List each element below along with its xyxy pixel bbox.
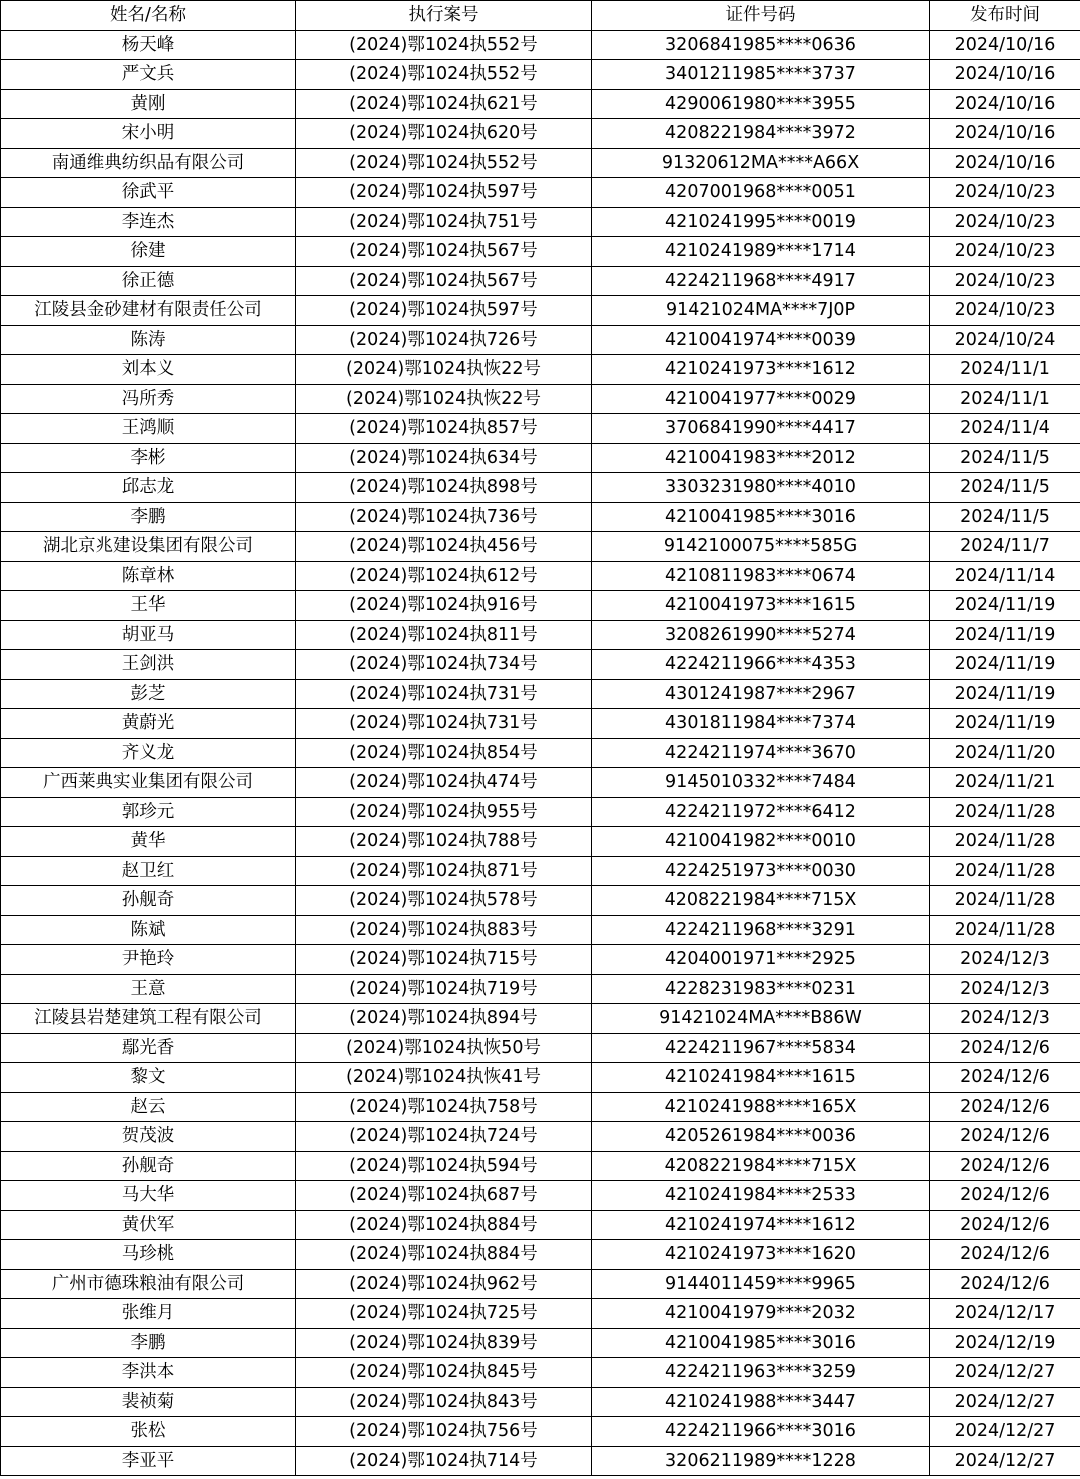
- cell-name: 冯所秀: [1, 384, 296, 414]
- cell-name: 李彬: [1, 443, 296, 473]
- table-row: [1, 473, 1080, 503]
- cell-name: 李亚平: [1, 1446, 296, 1476]
- cell-id-number: 4301241987****2967: [592, 679, 930, 709]
- cell-publish-date: 2024/11/1: [930, 355, 1080, 385]
- cell-id-number: 4208221984****715X: [592, 886, 930, 916]
- cell-case-number: (2024)鄂1024执567号: [296, 266, 592, 296]
- cell-id-number: 4224211972****6412: [592, 797, 930, 827]
- cell-id-number: 4210041977****0029: [592, 384, 930, 414]
- cell-publish-date: 2024/11/20: [930, 738, 1080, 768]
- cell-id-number: 4224211967****5834: [592, 1033, 930, 1063]
- cell-case-number: (2024)鄂1024执恢22号: [296, 384, 592, 414]
- cell-publish-date: 2024/11/5: [930, 443, 1080, 473]
- cell-publish-date: 2024/12/3: [930, 945, 1080, 975]
- cell-publish-date: 2024/12/6: [930, 1063, 1080, 1093]
- cell-name: 孙舰奇: [1, 886, 296, 916]
- table-row: [1, 89, 1080, 119]
- table-row: [1, 1151, 1080, 1181]
- table-row: [1, 886, 1080, 916]
- cell-id-number: 4210241973****1612: [592, 355, 930, 385]
- cell-case-number: (2024)鄂1024执884号: [296, 1210, 592, 1240]
- table-row: [1, 355, 1080, 385]
- cell-publish-date: 2024/12/6: [930, 1033, 1080, 1063]
- cell-name: 李洪本: [1, 1358, 296, 1388]
- table-row: [1, 30, 1080, 60]
- header-case-number: 执行案号: [296, 1, 592, 31]
- cell-case-number: (2024)鄂1024执857号: [296, 414, 592, 444]
- cell-publish-date: 2024/11/5: [930, 473, 1080, 503]
- cell-id-number: 4224251973****0030: [592, 856, 930, 886]
- cell-case-number: (2024)鄂1024执756号: [296, 1417, 592, 1447]
- table-row: [1, 738, 1080, 768]
- cell-name: 张维月: [1, 1299, 296, 1329]
- cell-name: 黎文: [1, 1063, 296, 1093]
- cell-case-number: (2024)鄂1024执552号: [296, 148, 592, 178]
- cell-case-number: (2024)鄂1024执714号: [296, 1446, 592, 1476]
- header-row: [1, 1, 1080, 31]
- cell-name: 徐正德: [1, 266, 296, 296]
- cell-publish-date: 2024/12/6: [930, 1181, 1080, 1211]
- cell-name: 王华: [1, 591, 296, 621]
- cell-case-number: (2024)鄂1024执843号: [296, 1387, 592, 1417]
- cell-publish-date: 2024/11/21: [930, 768, 1080, 798]
- cell-id-number: 3706841990****4417: [592, 414, 930, 444]
- cell-case-number: (2024)鄂1024执恢50号: [296, 1033, 592, 1063]
- cell-publish-date: 2024/12/3: [930, 974, 1080, 1004]
- cell-name: 孙舰奇: [1, 1151, 296, 1181]
- cell-id-number: 3303231980****4010: [592, 473, 930, 503]
- header-publish-date: 发布时间: [930, 1, 1080, 31]
- cell-name: 江陵县岩楚建筑工程有限公司: [1, 1004, 296, 1034]
- table-row: [1, 1033, 1080, 1063]
- cell-id-number: 9144011459****9965: [592, 1269, 930, 1299]
- cell-publish-date: 2024/10/16: [930, 148, 1080, 178]
- cell-name: 杨天峰: [1, 30, 296, 60]
- cell-publish-date: 2024/11/19: [930, 679, 1080, 709]
- table-row: [1, 827, 1080, 857]
- cell-publish-date: 2024/12/27: [930, 1358, 1080, 1388]
- table-row: [1, 561, 1080, 591]
- cell-publish-date: 2024/10/23: [930, 237, 1080, 267]
- cell-name: 郭珍元: [1, 797, 296, 827]
- table-row: [1, 797, 1080, 827]
- cell-publish-date: 2024/11/28: [930, 797, 1080, 827]
- cell-publish-date: 2024/10/16: [930, 30, 1080, 60]
- cell-publish-date: 2024/10/16: [930, 119, 1080, 149]
- table-row: [1, 1387, 1080, 1417]
- header-id-number: 证件号码: [592, 1, 930, 31]
- cell-name: 黄华: [1, 827, 296, 857]
- cell-case-number: (2024)鄂1024执883号: [296, 915, 592, 945]
- cell-id-number: 4224211966****4353: [592, 650, 930, 680]
- cell-case-number: (2024)鄂1024执734号: [296, 650, 592, 680]
- cell-publish-date: 2024/11/5: [930, 502, 1080, 532]
- cell-id-number: 91421024MA****7J0P: [592, 296, 930, 326]
- table-row: [1, 1358, 1080, 1388]
- cell-id-number: 4204001971****2925: [592, 945, 930, 975]
- cell-case-number: (2024)鄂1024执578号: [296, 886, 592, 916]
- cell-case-number: (2024)鄂1024执731号: [296, 709, 592, 739]
- header-name: 姓名/名称: [1, 1, 296, 31]
- cell-id-number: 4210041985****3016: [592, 1328, 930, 1358]
- cell-name: 徐武平: [1, 178, 296, 208]
- cell-id-number: 4290061980****3955: [592, 89, 930, 119]
- cell-name: 李连杰: [1, 207, 296, 237]
- cell-case-number: (2024)鄂1024执恢22号: [296, 355, 592, 385]
- cell-case-number: (2024)鄂1024执955号: [296, 797, 592, 827]
- cell-name: 赵云: [1, 1092, 296, 1122]
- cell-id-number: 4210241973****1620: [592, 1240, 930, 1270]
- table-row: [1, 60, 1080, 90]
- cell-publish-date: 2024/12/3: [930, 1004, 1080, 1034]
- cell-id-number: 4210241974****1612: [592, 1210, 930, 1240]
- cell-publish-date: 2024/11/19: [930, 620, 1080, 650]
- cell-id-number: 4301811984****7374: [592, 709, 930, 739]
- cell-publish-date: 2024/11/19: [930, 650, 1080, 680]
- table-row: [1, 207, 1080, 237]
- cell-publish-date: 2024/12/27: [930, 1446, 1080, 1476]
- cell-case-number: (2024)鄂1024执788号: [296, 827, 592, 857]
- table-row: [1, 591, 1080, 621]
- cell-publish-date: 2024/12/27: [930, 1417, 1080, 1447]
- cell-name: 王意: [1, 974, 296, 1004]
- cell-id-number: 4224211968****4917: [592, 266, 930, 296]
- cell-publish-date: 2024/11/19: [930, 709, 1080, 739]
- cell-id-number: 4210041983****2012: [592, 443, 930, 473]
- cell-name: 广州市德珠粮油有限公司: [1, 1269, 296, 1299]
- cell-name: 王剑洪: [1, 650, 296, 680]
- cell-id-number: 4210811983****0674: [592, 561, 930, 591]
- cell-id-number: 4210041985****3016: [592, 502, 930, 532]
- cell-name: 李鹏: [1, 502, 296, 532]
- table-body: [1, 30, 1080, 1476]
- cell-publish-date: 2024/11/28: [930, 915, 1080, 945]
- cell-publish-date: 2024/12/6: [930, 1269, 1080, 1299]
- cell-id-number: 3208261990****5274: [592, 620, 930, 650]
- cell-case-number: (2024)鄂1024执845号: [296, 1358, 592, 1388]
- cell-case-number: (2024)鄂1024执726号: [296, 325, 592, 355]
- cell-id-number: 9145010332****7484: [592, 768, 930, 798]
- cell-publish-date: 2024/11/28: [930, 827, 1080, 857]
- cell-publish-date: 2024/12/6: [930, 1122, 1080, 1152]
- cell-name: 宋小明: [1, 119, 296, 149]
- cell-name: 贺茂波: [1, 1122, 296, 1152]
- table-row: [1, 148, 1080, 178]
- cell-id-number: 4205261984****0036: [592, 1122, 930, 1152]
- table-row: [1, 1004, 1080, 1034]
- cell-case-number: (2024)鄂1024执715号: [296, 945, 592, 975]
- cell-case-number: (2024)鄂1024执597号: [296, 296, 592, 326]
- cell-name: 李鹏: [1, 1328, 296, 1358]
- table-row: [1, 443, 1080, 473]
- cell-name: 赵卫红: [1, 856, 296, 886]
- cell-name: 陈涛: [1, 325, 296, 355]
- cell-case-number: (2024)鄂1024执736号: [296, 502, 592, 532]
- cell-name: 江陵县金砂建材有限责任公司: [1, 296, 296, 326]
- cell-case-number: (2024)鄂1024执552号: [296, 30, 592, 60]
- cell-case-number: (2024)鄂1024执687号: [296, 1181, 592, 1211]
- cell-case-number: (2024)鄂1024执854号: [296, 738, 592, 768]
- cell-case-number: (2024)鄂1024执634号: [296, 443, 592, 473]
- cell-name: 湖北京兆建设集团有限公司: [1, 532, 296, 562]
- cell-publish-date: 2024/12/6: [930, 1210, 1080, 1240]
- table-row: [1, 945, 1080, 975]
- cell-name: 黄伏军: [1, 1210, 296, 1240]
- cell-publish-date: 2024/12/27: [930, 1387, 1080, 1417]
- cell-case-number: (2024)鄂1024执567号: [296, 237, 592, 267]
- cell-name: 胡亚马: [1, 620, 296, 650]
- cell-name: 张松: [1, 1417, 296, 1447]
- cell-id-number: 4224211963****3259: [592, 1358, 930, 1388]
- cell-publish-date: 2024/12/6: [930, 1151, 1080, 1181]
- cell-publish-date: 2024/12/6: [930, 1240, 1080, 1270]
- cell-publish-date: 2024/10/23: [930, 296, 1080, 326]
- table-row: [1, 266, 1080, 296]
- cell-case-number: (2024)鄂1024执731号: [296, 679, 592, 709]
- cell-name: 黄刚: [1, 89, 296, 119]
- cell-id-number: 4228231983****0231: [592, 974, 930, 1004]
- table-row: [1, 1240, 1080, 1270]
- cell-id-number: 91320612MA****A66X: [592, 148, 930, 178]
- cell-name: 陈斌: [1, 915, 296, 945]
- cell-case-number: (2024)鄂1024执725号: [296, 1299, 592, 1329]
- cell-case-number: (2024)鄂1024执恢41号: [296, 1063, 592, 1093]
- cell-id-number: 3206841985****0636: [592, 30, 930, 60]
- cell-case-number: (2024)鄂1024执751号: [296, 207, 592, 237]
- table-row: [1, 1446, 1080, 1476]
- cell-publish-date: 2024/10/24: [930, 325, 1080, 355]
- cell-case-number: (2024)鄂1024执474号: [296, 768, 592, 798]
- cell-case-number: (2024)鄂1024执758号: [296, 1092, 592, 1122]
- cell-id-number: 4224211966****3016: [592, 1417, 930, 1447]
- cell-name: 彭芝: [1, 679, 296, 709]
- cell-id-number: 4224211974****3670: [592, 738, 930, 768]
- cell-publish-date: 2024/10/23: [930, 207, 1080, 237]
- table-row: [1, 237, 1080, 267]
- table-row: [1, 1122, 1080, 1152]
- cell-case-number: (2024)鄂1024执884号: [296, 1240, 592, 1270]
- cell-case-number: (2024)鄂1024执894号: [296, 1004, 592, 1034]
- cell-publish-date: 2024/11/28: [930, 886, 1080, 916]
- cell-publish-date: 2024/11/19: [930, 591, 1080, 621]
- cell-case-number: (2024)鄂1024执898号: [296, 473, 592, 503]
- cell-case-number: (2024)鄂1024执612号: [296, 561, 592, 591]
- cell-id-number: 4210241988****165X: [592, 1092, 930, 1122]
- cell-case-number: (2024)鄂1024执871号: [296, 856, 592, 886]
- cell-publish-date: 2024/12/19: [930, 1328, 1080, 1358]
- cell-name: 广西莱典实业集团有限公司: [1, 768, 296, 798]
- cell-id-number: 4210241984****2533: [592, 1181, 930, 1211]
- cell-id-number: 3206211989****1228: [592, 1446, 930, 1476]
- table-row: [1, 502, 1080, 532]
- cell-case-number: (2024)鄂1024执594号: [296, 1151, 592, 1181]
- cell-name: 刘本义: [1, 355, 296, 385]
- cell-id-number: 4210041979****2032: [592, 1299, 930, 1329]
- table-row: [1, 1417, 1080, 1447]
- table-row: [1, 856, 1080, 886]
- cell-case-number: (2024)鄂1024执916号: [296, 591, 592, 621]
- table-row: [1, 1299, 1080, 1329]
- cell-case-number: (2024)鄂1024执719号: [296, 974, 592, 1004]
- cell-case-number: (2024)鄂1024执962号: [296, 1269, 592, 1299]
- table-row: [1, 1328, 1080, 1358]
- cell-id-number: 3401211985****3737: [592, 60, 930, 90]
- cell-case-number: (2024)鄂1024执552号: [296, 60, 592, 90]
- cell-id-number: 4210241988****3447: [592, 1387, 930, 1417]
- table-row: [1, 768, 1080, 798]
- table-row: [1, 1269, 1080, 1299]
- table-row: [1, 384, 1080, 414]
- cell-publish-date: 2024/10/16: [930, 60, 1080, 90]
- cell-case-number: (2024)鄂1024执811号: [296, 620, 592, 650]
- table-row: [1, 1092, 1080, 1122]
- cell-id-number: 4224211968****3291: [592, 915, 930, 945]
- cell-name: 严文兵: [1, 60, 296, 90]
- cell-publish-date: 2024/11/28: [930, 856, 1080, 886]
- table-row: [1, 532, 1080, 562]
- cell-case-number: (2024)鄂1024执597号: [296, 178, 592, 208]
- cell-publish-date: 2024/10/16: [930, 89, 1080, 119]
- cell-id-number: 9142100075****585G: [592, 532, 930, 562]
- table-row: [1, 1063, 1080, 1093]
- cell-name: 马珍桃: [1, 1240, 296, 1270]
- cell-publish-date: 2024/11/1: [930, 384, 1080, 414]
- table-row: [1, 974, 1080, 1004]
- table-row: [1, 296, 1080, 326]
- cell-id-number: 4210241995****0019: [592, 207, 930, 237]
- cell-name: 南通维典纺织品有限公司: [1, 148, 296, 178]
- cell-publish-date: 2024/12/17: [930, 1299, 1080, 1329]
- cell-case-number: (2024)鄂1024执621号: [296, 89, 592, 119]
- cell-name: 尹艳玲: [1, 945, 296, 975]
- cell-name: 邱志龙: [1, 473, 296, 503]
- table-row: [1, 679, 1080, 709]
- cell-name: 齐义龙: [1, 738, 296, 768]
- cell-name: 黄蔚光: [1, 709, 296, 739]
- table-row: [1, 325, 1080, 355]
- cell-id-number: 4210041974****0039: [592, 325, 930, 355]
- cell-id-number: 91421024MA****B86W: [592, 1004, 930, 1034]
- cell-case-number: (2024)鄂1024执724号: [296, 1122, 592, 1152]
- table-row: [1, 620, 1080, 650]
- table-row: [1, 1181, 1080, 1211]
- cell-case-number: (2024)鄂1024执620号: [296, 119, 592, 149]
- cell-id-number: 4210041982****0010: [592, 827, 930, 857]
- cell-publish-date: 2024/12/6: [930, 1092, 1080, 1122]
- cell-name: 马大华: [1, 1181, 296, 1211]
- cell-id-number: 4207001968****0051: [592, 178, 930, 208]
- cell-id-number: 4210041973****1615: [592, 591, 930, 621]
- cell-publish-date: 2024/11/14: [930, 561, 1080, 591]
- table-row: [1, 709, 1080, 739]
- cell-case-number: (2024)鄂1024执839号: [296, 1328, 592, 1358]
- cell-name: 徐建: [1, 237, 296, 267]
- table-row: [1, 178, 1080, 208]
- cell-publish-date: 2024/10/23: [930, 266, 1080, 296]
- cell-id-number: 4210241989****1714: [592, 237, 930, 267]
- cell-case-number: (2024)鄂1024执456号: [296, 532, 592, 562]
- cell-name: 裴祯菊: [1, 1387, 296, 1417]
- table-row: [1, 1210, 1080, 1240]
- cell-name: 王鸿顺: [1, 414, 296, 444]
- cell-publish-date: 2024/10/23: [930, 178, 1080, 208]
- table-row: [1, 650, 1080, 680]
- cell-name: 鄢光香: [1, 1033, 296, 1063]
- table-row: [1, 414, 1080, 444]
- cell-name: 陈章林: [1, 561, 296, 591]
- cell-id-number: 4210241984****1615: [592, 1063, 930, 1093]
- table-row: [1, 119, 1080, 149]
- cell-publish-date: 2024/11/4: [930, 414, 1080, 444]
- cell-publish-date: 2024/11/7: [930, 532, 1080, 562]
- cell-id-number: 4208221984****3972: [592, 119, 930, 149]
- cell-id-number: 4208221984****715X: [592, 1151, 930, 1181]
- table-row: [1, 915, 1080, 945]
